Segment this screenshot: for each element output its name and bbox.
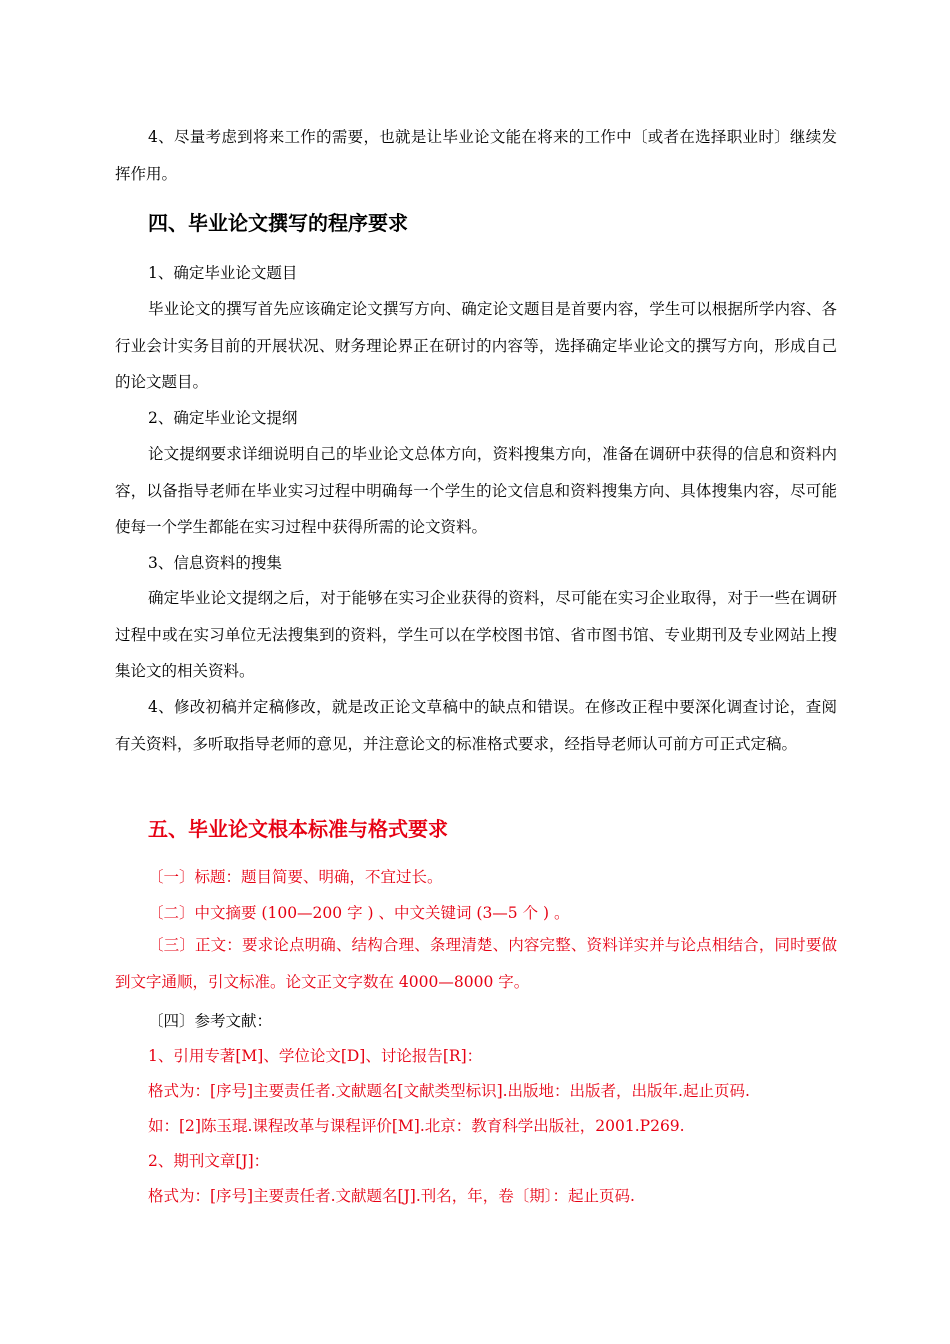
ref-monograph-title: 1、引用专著[M]、学位论文[D]、讨论报告[R]： <box>148 1047 483 1065</box>
step3-title: 3、信息资料的搜集 <box>148 554 282 572</box>
item-abstract-requirement: 〔二〕中文摘要 (100—200 字 ) 、中文关键词 (3—5 个 ) 。 <box>148 904 570 922</box>
item-title-requirement: 〔一〕标题：题目简要、明确，不宜过长。 <box>148 868 443 886</box>
ref-journal-title: 2、期刊文章[J]： <box>148 1152 270 1170</box>
heading-section-four: 四、毕业论文撰写的程序要求 <box>148 211 408 235</box>
ref-monograph-example: 如：[2]陈玉琨.课程改革与课程评价[M].北京：教育科学出版社，2001.P269. <box>148 1117 685 1135</box>
ref-journal-format: 格式为：[序号]主要责任者.文献题名[J].刊名，年，卷〔期〕：起止页码. <box>148 1187 635 1205</box>
item-references: 〔四〕参考文献： <box>148 1012 273 1030</box>
heading-section-five: 五、毕业论文根本标准与格式要求 <box>148 817 448 841</box>
step2-title: 2、确定毕业论文提纲 <box>148 409 298 427</box>
paragraph-item4-future-work: 4、尽量考虑到将来工作的需要，也就是让毕业论文能在将来的工作中〔或者在选择职业时〕继续发挥作用。 <box>115 128 837 183</box>
item-body-requirement: 〔三〕正文：要求论点明确、结构合理、条理清楚、内容完整、资料详实并与论点相结合，同时要做到文字通顺，引文标准。论文正文字数在 4000—8000 字。 <box>115 936 837 991</box>
step1-title: 1、确定毕业论文题目 <box>148 264 298 282</box>
step4-body: 4、修改初稿并定稿修改，就是改正论文草稿中的缺点和错误。在修改正程中要深化调查讨论，查阅有关资料，多听取指导老师的意见，并注意论文的标准格式要求，经指导老师认可前方可正式定稿。 <box>115 698 837 753</box>
step2-body: 论文提纲要求详细说明自己的毕业论文总体方向，资料搜集方向，准备在调研中获得的信息和资料内容，以备指导老师在毕业实习过程中明确每一个学生的论文信息和资料搜集方向、具体搜集内容，尽可能使每一个学生都能在实习过程中获得所需的论文资料。 <box>115 445 837 536</box>
step3-body: 确定毕业论文提纲之后，对于能够在实习企业获得的资料，尽可能在实习企业取得，对于一些在调研过程中或在实习单位无法搜集到的资料，学生可以在学校图书馆、省市图书馆、专业期刊及专业网站上搜集论文的相关资料。 <box>115 589 837 680</box>
ref-monograph-format: 格式为：[序号]主要责任者.文献题名[文献类型标识].出版地：出版者，出版年.起止页码. <box>148 1082 750 1100</box>
step1-body: 毕业论文的撰写首先应该确定论文撰写方向、确定论文题目是首要内容，学生可以根据所学内容、各行业会计实务目前的开展状况、财务理论界正在研讨的内容等，选择确定毕业论文的撰写方向，形成自己的论文题目。 <box>115 300 837 391</box>
